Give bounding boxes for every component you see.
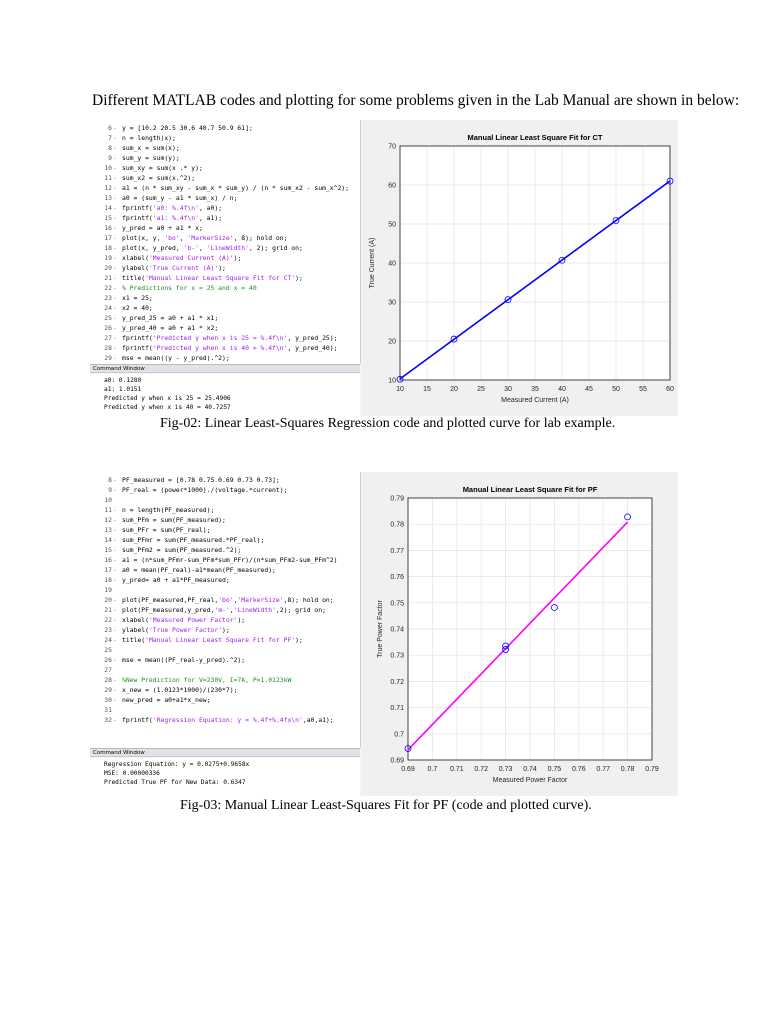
command-output-line: a0: 0.1280 [104,377,142,384]
breakpoint-marker[interactable]: - [113,526,117,534]
line-number: 23 [104,294,112,302]
code-line [90,283,360,293]
y-tick-label: 0.78 [390,521,404,529]
code-text: sum_xy = sum(x .* y); [122,164,203,172]
x-tick-label: 10 [396,386,404,393]
x-tick-label: 50 [612,386,620,393]
line-number: 19 [104,254,112,262]
code-line [90,585,360,595]
line-number: 8 [108,476,112,484]
code-text: a0 = mean(PF_real)-a1*mean(PF_measured); [122,566,276,574]
line-number: 11 [104,506,112,514]
line-number: 12 [104,516,112,524]
breakpoint-marker[interactable]: - [113,344,117,352]
code-text: sum_y = sum(y); [122,154,180,162]
line-number: 27 [104,666,112,674]
code-text: ylabel('True Current (A)'); [122,264,226,272]
pf-fit-chart [362,472,678,796]
line-number: 10 [104,164,112,172]
y-tick-label: 0.73 [390,652,404,660]
code-line [90,223,360,233]
figure-02-caption: Fig-02: Linear Least-Squares Regression code and plotted curve for lab example. [160,416,616,431]
y-tick-label: 0.69 [390,757,404,765]
code-text: ylabel('True Power Factor'); [122,626,230,634]
line-number: 21 [104,274,112,282]
code-line [90,625,360,635]
command-output-line: a1: 1.0151 [104,386,142,393]
line-number: 21 [104,606,112,614]
code-text: title('Manual Linear Least Square Fit for PF'); [122,636,303,644]
line-number: 15 [104,546,112,554]
code-line [90,605,360,615]
code-line [90,303,360,313]
x-tick-label: 20 [450,386,458,393]
y-tick-label: 0.76 [390,574,404,582]
code-text: sum_PFm = sum(PF_measured); [122,516,226,524]
code-text: plot(PF_measured,y_pred,'m-','LineWidth',2); grid on; [122,606,326,614]
x-tick-label: 0.71 [449,766,464,773]
code-text: title('Manual Linear Least Square Fit for CT'); [122,274,303,282]
x-tick-label: 0.78 [620,766,635,773]
breakpoint-marker[interactable]: - [113,676,117,684]
figure-02-screenshot [90,120,678,416]
breakpoint-marker[interactable]: - [113,144,117,152]
command-output-line: Predicted True PF for New Data: 0.6347 [104,779,246,786]
code-line [90,333,360,343]
code-text: xlabel('Measured Power Factor'); [122,616,246,624]
code-text: PF_measured = [0.78 0.75 0.69 0.73 0.73]; [122,476,280,484]
code-text: % Predictions for x = 25 and x = 40 [122,284,257,292]
code-line [90,705,360,715]
breakpoint-marker[interactable]: - [113,556,117,564]
code-line [90,313,360,323]
code-line [90,213,360,223]
code-line [90,555,360,565]
code-line [90,193,360,203]
code-line [90,293,360,303]
x-axis-label: Measured Power Factor [492,777,568,784]
code-line [90,173,360,183]
x-tick-label: 0.72 [474,766,489,773]
code-line [90,475,360,485]
breakpoint-marker[interactable]: - [113,294,117,302]
code-line [90,635,360,645]
code-line [90,565,360,575]
line-number: 30 [104,696,112,704]
y-tick-label: 0.77 [390,547,404,555]
y-tick-label: 0.75 [390,600,404,608]
code-text: sum_PFm2 = sum(PF_measured.^2); [122,546,242,554]
code-line [90,535,360,545]
line-number: 24 [104,636,112,644]
command-output-line: Predicted y when x is 25 = 25.4906 [104,395,231,402]
breakpoint-marker[interactable]: - [113,134,117,142]
code-line [90,525,360,535]
line-number: 32 [104,716,112,724]
command-output-line: Regression Equation: y = 0.0275+0.9658x [104,761,250,768]
figure-03-caption: Fig-03: Manual Linear Least-Squares Fit for PF (code and plotted curve). [180,798,592,813]
y-tick-label: 0.72 [390,678,404,686]
x-tick-label: 0.74 [523,766,537,773]
code-text: a0 = (sum_y - a1 * sum_x) / n; [122,194,238,202]
x-tick-label: 35 [531,386,539,393]
code-text: y_pred_25 = a0 + a1 * x1; [122,314,219,322]
breakpoint-marker[interactable]: - [113,696,117,704]
y-tick-label: 0.79 [390,495,404,503]
command-window-header: Command Window [90,748,360,757]
breakpoint-marker[interactable]: - [113,576,117,584]
code-text: mse = mean((PF_real-y_pred).^2); [122,656,246,664]
line-number: 27 [104,334,112,342]
line-number: 17 [104,234,112,242]
chart-title: Manual Linear Least Square Fit for PF [462,485,598,494]
code-line [90,695,360,705]
line-number: 26 [104,656,112,664]
code-line [90,203,360,213]
code-line [90,495,360,505]
y-tick-label: 60 [388,182,396,190]
line-number: 31 [104,706,112,714]
ct-fit-chart [362,120,678,416]
y-tick-label: 70 [388,143,396,151]
code-text: sum_x2 = sum(x.^2); [122,174,196,182]
breakpoint-marker[interactable]: - [113,214,117,222]
code-text: fprintf('a0: %.4f\n', a0); [122,204,223,212]
breakpoint-marker[interactable]: - [113,476,117,484]
x-tick-label: 60 [666,386,674,393]
code-text: y_pred= a0 + a1*PF_measured; [122,576,230,584]
line-number: 28 [104,676,112,684]
code-line [90,675,360,685]
line-number: 18 [104,244,112,252]
code-text: %New Prediction for V=230V, I=7A, P=1.0123kW [122,676,292,684]
chart-title: Manual Linear Least Square Fit for CT [467,133,603,142]
breakpoint-marker[interactable]: - [113,656,117,664]
breakpoint-marker[interactable]: - [113,204,117,212]
code-text: new_pred = a0+a1*x_new; [122,696,211,704]
line-number: 15 [104,214,112,222]
code-text: y_pred = a0 + a1 * x; [122,224,203,232]
command-output-line: Predicted y when x is 40 = 40.7257 [104,404,231,411]
code-text: fprintf('Predicted y when x is 25 = %.4f\n', y_pred_25); [122,334,338,342]
breakpoint-marker[interactable]: - [113,616,117,624]
line-number: 18 [104,576,112,584]
code-editor[interactable] [90,120,361,364]
breakpoint-marker[interactable]: - [113,244,117,252]
command-output-line: MSE: 0.00000336 [104,770,160,777]
line-number: 24 [104,304,112,312]
command-window-output[interactable] [90,374,360,416]
code-text: n = length(PF_measured); [122,506,215,514]
x-tick-label: 0.69 [401,766,415,773]
y-tick-label: 0.74 [390,626,404,634]
line-number: 14 [104,204,112,212]
code-line [90,685,360,695]
code-line [90,645,360,655]
code-line [90,163,360,173]
y-tick-label: 50 [388,221,396,229]
line-number: 25 [104,314,112,322]
code-text: a1 = (n*sum_PFmr-sum_PFm*sum_PFr)/(n*sum_PFm2-sum_PFm^2) [122,556,338,564]
code-text: fprintf('a1: %.4f\n', a1); [122,214,223,222]
breakpoint-marker[interactable]: - [113,686,117,694]
x-tick-label: 15 [423,386,431,393]
line-number: 16 [104,224,112,232]
line-number: 19 [104,586,112,594]
x-tick-label: 0.79 [645,766,659,773]
code-text: y = [10.2 20.5 30.6 40.7 50.9 61]; [122,124,253,132]
code-line [90,243,360,253]
line-number: 9 [108,154,112,162]
y-axis-label: True Power Factor [377,600,384,658]
breakpoint-marker[interactable]: - [113,636,117,644]
y-tick-label: 20 [388,338,396,346]
line-number: 6 [108,124,112,132]
breakpoint-marker[interactable]: - [113,354,117,362]
line-number: 29 [104,686,112,694]
breakpoint-marker[interactable]: - [113,566,117,574]
line-number: 29 [104,354,112,362]
code-line [90,715,360,725]
code-text: sum_PFr = sum(PF_real); [122,526,211,534]
y-tick-label: 10 [388,377,396,385]
line-number: 25 [104,646,112,654]
line-number: 7 [108,134,112,142]
line-number: 20 [104,596,112,604]
code-line [90,133,360,143]
code-text: plot(x, y, 'bo', 'MarkerSize', 8); hold on; [122,234,288,242]
x-tick-label: 40 [558,386,566,393]
breakpoint-marker[interactable]: - [113,194,117,202]
code-text: a1 = (n * sum_xy - sum_x * sum_y) / (n * sum_x2 - sum_x^2); [122,184,350,192]
command-window-header: Command Window [90,364,360,373]
breakpoint-marker[interactable]: - [113,154,117,162]
breakpoint-marker[interactable]: - [113,304,117,312]
code-text: PF_real = (power*1000)./(voltage.*current); [122,486,288,494]
code-line [90,183,360,193]
code-editor[interactable] [90,472,361,748]
code-line [90,545,360,555]
line-number: 10 [104,496,112,504]
breakpoint-marker[interactable]: - [113,536,117,544]
line-number: 13 [104,526,112,534]
code-line [90,353,360,363]
code-text: plot(x, y_pred, 'b-', 'LineWidth', 2); grid on; [122,244,303,252]
code-line [90,505,360,515]
code-text: sum_x = sum(x); [122,144,180,152]
x-tick-label: 0.7 [427,766,438,773]
breakpoint-marker[interactable]: - [113,626,117,634]
code-text: xlabel('Measured Current (A)'); [122,254,242,262]
breakpoint-marker[interactable]: - [113,506,117,514]
code-line [90,595,360,605]
breakpoint-marker[interactable]: - [113,174,117,182]
code-text: fprintf('Regression Equation: y = %.4f+%.4fx\n',a0,a1); [122,716,334,724]
code-line [90,153,360,163]
line-number: 23 [104,626,112,634]
breakpoint-marker[interactable]: - [113,596,117,604]
x-tick-label: 45 [585,386,593,393]
breakpoint-marker[interactable]: - [113,334,117,342]
y-tick-label: 30 [388,299,396,307]
code-line [90,485,360,495]
code-line [90,665,360,675]
line-number: 14 [104,536,112,544]
line-number: 28 [104,344,112,352]
line-number: 11 [104,174,112,182]
y-tick-label: 0.71 [390,705,404,713]
line-number: 16 [104,556,112,564]
line-number: 13 [104,194,112,202]
code-text: x_new = (1.0123*1000)/(230*7); [122,686,238,694]
breakpoint-marker[interactable]: - [113,224,117,232]
code-text: plot(PF_measured,PF_real,'bo','MarkerSize',8); hold on; [122,596,334,604]
breakpoint-marker[interactable]: - [113,516,117,524]
code-line [90,233,360,243]
breakpoint-marker[interactable]: - [113,284,117,292]
x-tick-label: 0.75 [547,766,562,773]
x-tick-label: 0.77 [596,766,611,773]
breakpoint-marker[interactable]: - [113,274,117,282]
y-axis-label: True Current (A) [369,237,376,289]
line-number: 22 [104,284,112,292]
line-number: 22 [104,616,112,624]
code-line [90,143,360,153]
breakpoint-marker[interactable]: - [113,486,117,494]
breakpoint-marker[interactable]: - [113,184,117,192]
line-number: 17 [104,566,112,574]
x-tick-label: 55 [639,386,647,393]
code-line [90,253,360,263]
code-line [90,123,360,133]
code-text: y_pred_40 = a0 + a1 * x2; [122,324,219,332]
x-axis-label: Measured Current (A) [501,397,569,404]
code-line [90,655,360,665]
breakpoint-marker[interactable]: - [113,124,117,132]
code-line [90,615,360,625]
breakpoint-marker[interactable]: - [113,324,117,332]
x-tick-label: 0.73 [498,766,513,773]
x-tick-label: 25 [477,386,485,393]
code-line [90,323,360,333]
figure-03-screenshot [90,472,678,796]
breakpoint-marker[interactable]: - [113,254,117,262]
code-text: x2 = 40; [122,304,153,312]
line-number: 20 [104,264,112,272]
line-number: 8 [108,144,112,152]
line-number: 26 [104,324,112,332]
breakpoint-marker[interactable]: - [113,606,117,614]
code-text: sum_PFmr = sum(PF_measured.*PF_real); [122,536,265,544]
code-line [90,515,360,525]
breakpoint-marker[interactable]: - [113,264,117,272]
code-text: fprintf('Predicted y when x is 40 = %.4f\n', y_pred_40); [122,344,338,352]
code-text: n = length(x); [122,134,176,142]
line-number: 9 [108,486,112,494]
y-tick-label: 40 [388,260,396,268]
line-number: 12 [104,184,112,192]
y-tick-label: 0.7 [394,731,404,739]
breakpoint-marker[interactable]: - [113,234,117,242]
breakpoint-marker[interactable]: - [113,314,117,322]
breakpoint-marker[interactable]: - [113,716,117,724]
breakpoint-marker[interactable]: - [113,164,117,172]
code-text: x1 = 25; [122,294,153,302]
code-line [90,575,360,585]
intro-text: Different MATLAB codes and plotting for some problems given in the Lab Manual are shown in below: [92,92,740,109]
code-line [90,343,360,353]
x-tick-label: 0.76 [571,766,586,773]
code-line [90,273,360,283]
command-window-output[interactable] [90,758,360,796]
x-tick-label: 30 [504,386,512,393]
code-text: mse = mean((y - y_pred).^2); [122,354,230,362]
code-line [90,263,360,273]
breakpoint-marker[interactable]: - [113,546,117,554]
